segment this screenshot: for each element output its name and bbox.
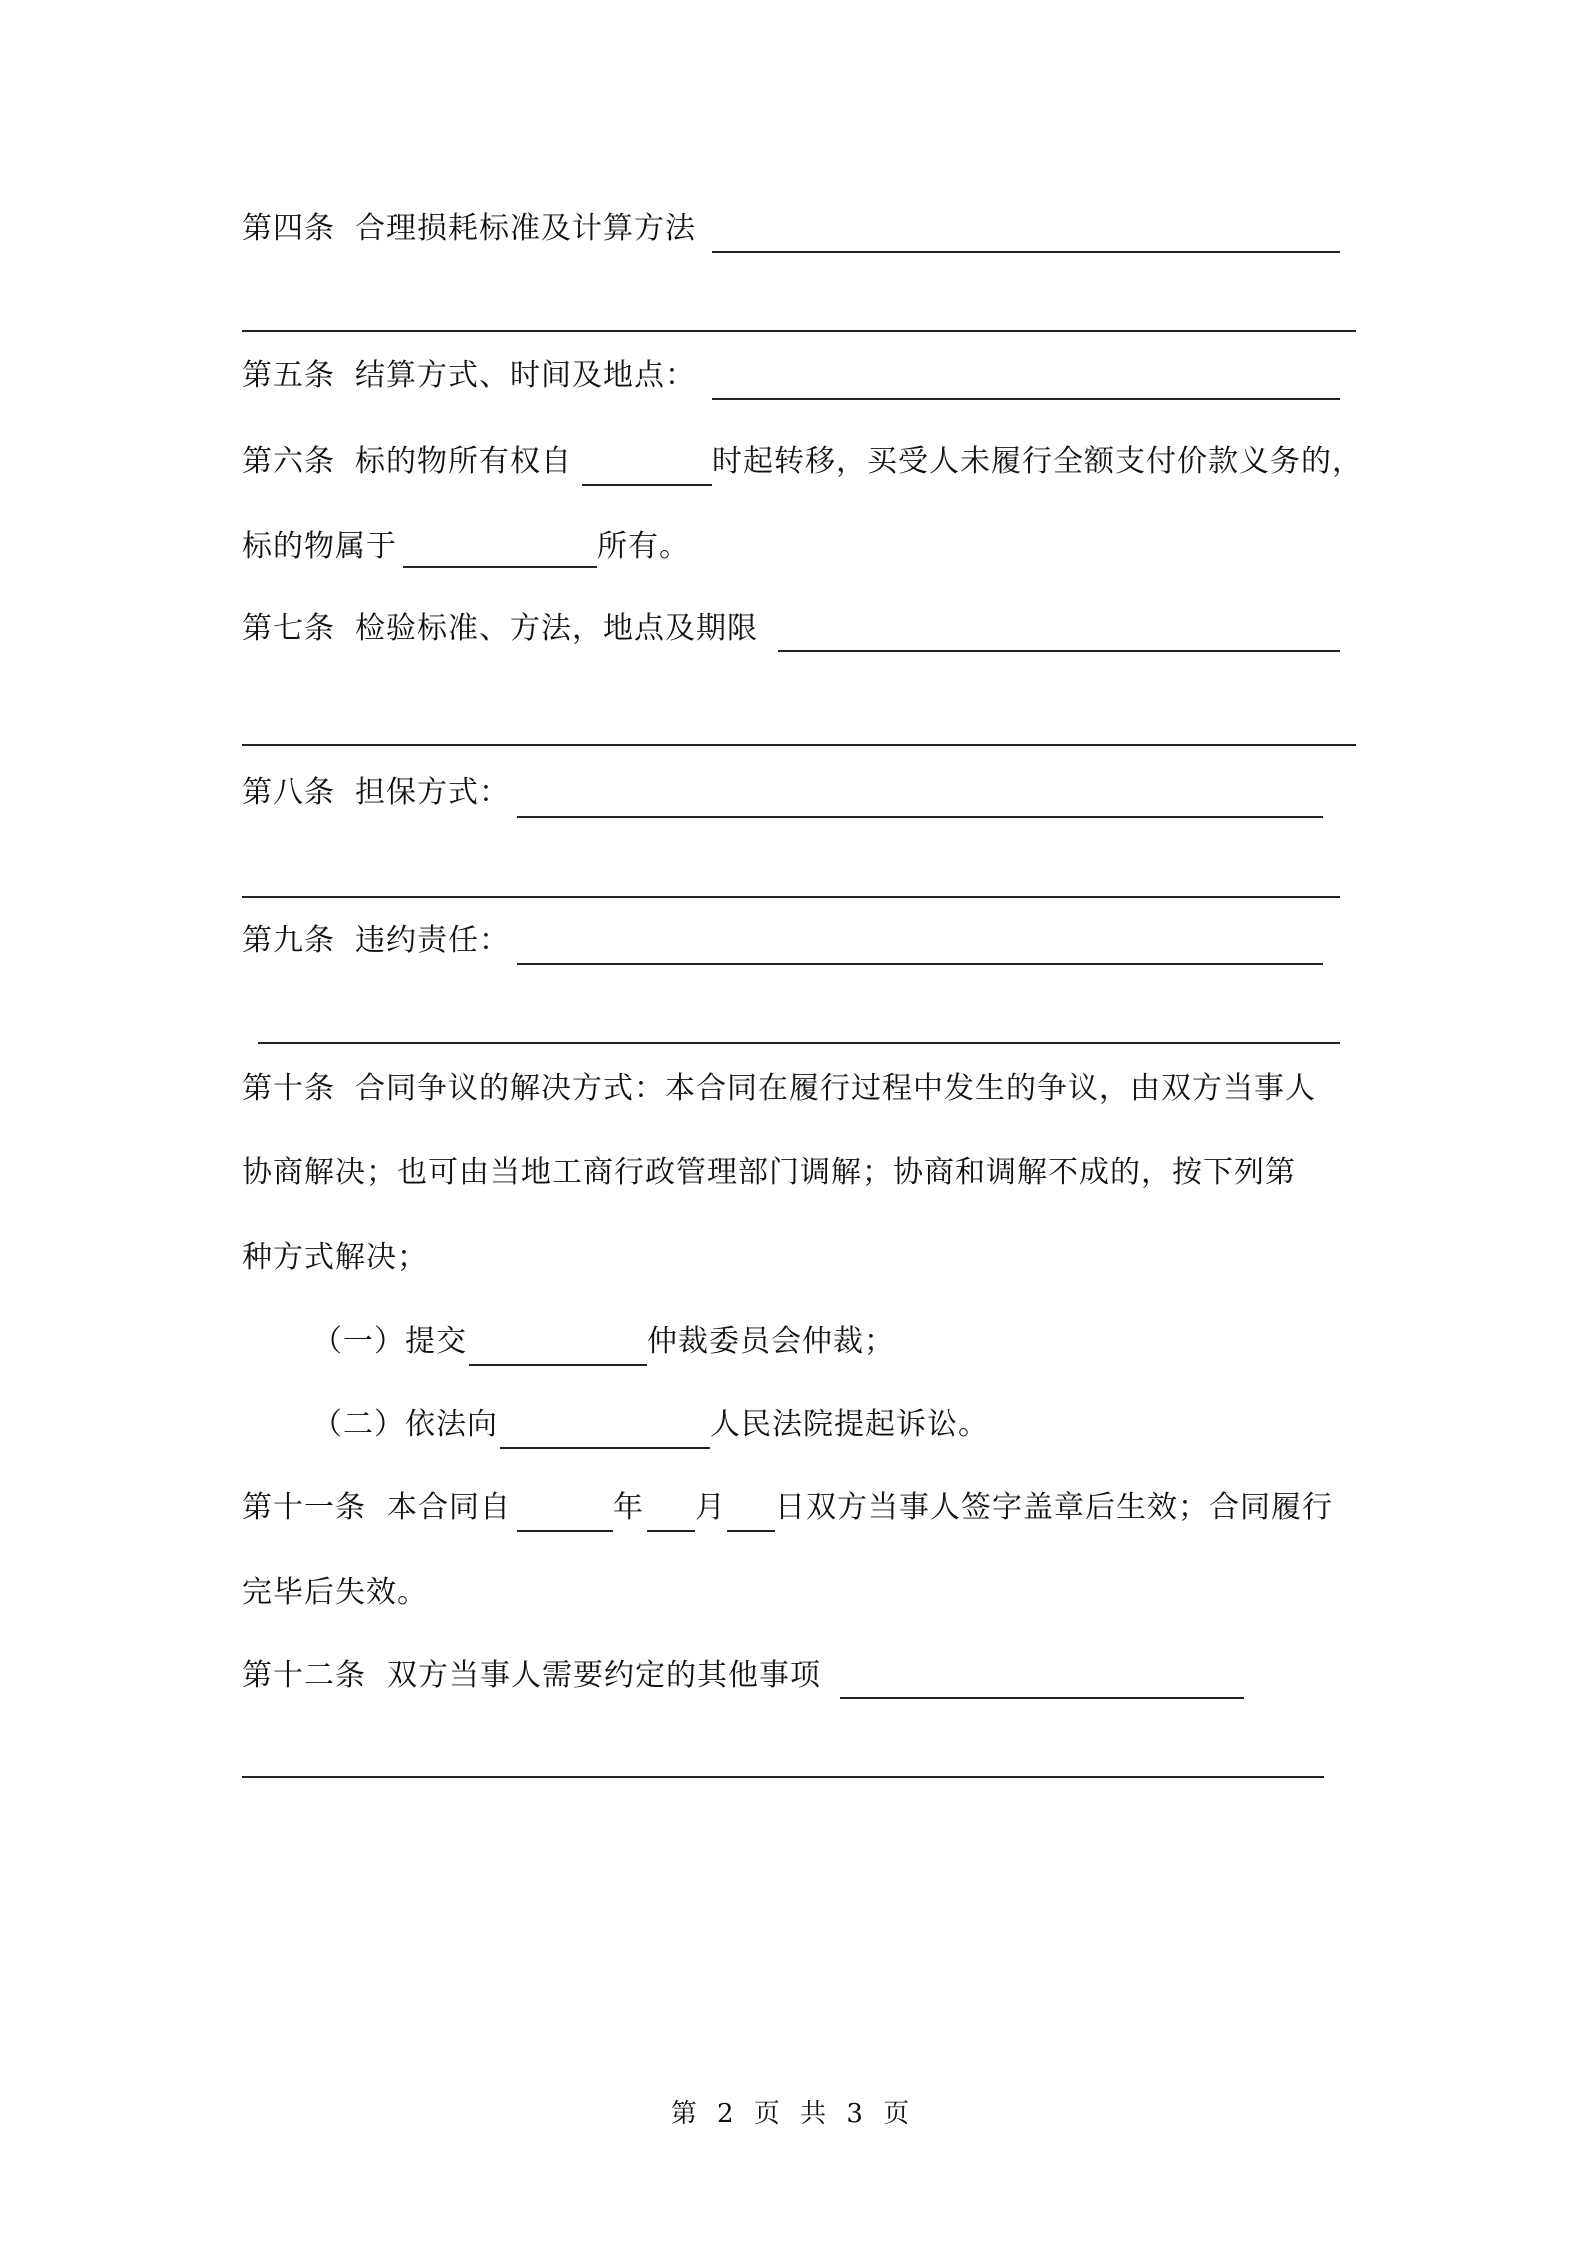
option-2-suffix: 人民法院提起诉讼。: [710, 1407, 989, 1442]
article-6-text-3: 标的物属于: [242, 529, 397, 564]
option-2-prefix: （二）依法向: [312, 1407, 498, 1442]
article-6-text-4: 所有。: [597, 529, 690, 564]
article-6-text-1: 标的物所有权自: [355, 444, 572, 479]
article-5-label: 第五条: [242, 358, 335, 393]
page-number: 第 2 页 共 3 页: [670, 2099, 916, 2129]
article-7-label: 第七条: [242, 611, 335, 646]
article-10-line-3: 种方式解决；: [242, 1240, 428, 1275]
article-7-text: 检验标准、方法，地点及期限: [355, 611, 758, 646]
article-6-label: 第六条: [242, 444, 335, 479]
blank-line: [582, 484, 712, 486]
blank-line: [517, 816, 1323, 818]
blank-line: [258, 1042, 1340, 1044]
year-label: 年: [613, 1490, 644, 1525]
option-1-prefix: （一）提交: [312, 1324, 467, 1359]
article-12-label: 第十二条: [242, 1658, 366, 1693]
blank-line: [469, 1364, 647, 1366]
blank-line: [242, 896, 1340, 898]
blank-line: [517, 963, 1323, 965]
article-11-text-1: 本合同自: [387, 1490, 511, 1525]
article-11-label: 第十一条: [242, 1490, 366, 1525]
article-9-text: 违约责任：: [355, 923, 510, 958]
article-4-text: 合理损耗标准及计算方法: [355, 211, 696, 246]
blank-line: [500, 1447, 710, 1449]
option-1-suffix: 仲裁委员会仲裁；: [647, 1324, 895, 1359]
article-10-line-1: 合同争议的解决方式：本合同在履行过程中发生的争议，由双方当事人: [355, 1071, 1316, 1106]
article-10-label: 第十条: [242, 1071, 335, 1106]
article-4-label: 第四条: [242, 211, 335, 246]
blank-line: [647, 1530, 695, 1532]
blank-line: [403, 566, 597, 568]
blank-line: [242, 330, 1356, 332]
blank-line: [727, 1530, 775, 1532]
month-label: 月: [695, 1490, 726, 1525]
article-8-text: 担保方式：: [355, 775, 510, 810]
article-8-label: 第八条: [242, 775, 335, 810]
article-10-line-2: 协商解决；也可由当地工商行政管理部门调解；协商和调解不成的，按下列第: [242, 1155, 1296, 1190]
article-11-text-2: 日双方当事人签字盖章后生效；合同履行: [775, 1490, 1333, 1525]
blank-line: [778, 650, 1340, 652]
blank-line: [242, 1776, 1324, 1778]
article-12-text: 双方当事人需要约定的其他事项: [387, 1658, 821, 1693]
article-11-line-2: 完毕后失效。: [242, 1575, 428, 1610]
article-9-label: 第九条: [242, 923, 335, 958]
blank-line: [242, 744, 1356, 746]
blank-line: [517, 1530, 613, 1532]
article-6-text-2: 时起转移，买受人未履行全额支付价款义务的，: [712, 444, 1363, 479]
blank-line: [712, 251, 1340, 253]
article-5-text: 结算方式、时间及地点：: [355, 358, 696, 393]
blank-line: [840, 1697, 1244, 1699]
blank-line: [712, 398, 1340, 400]
